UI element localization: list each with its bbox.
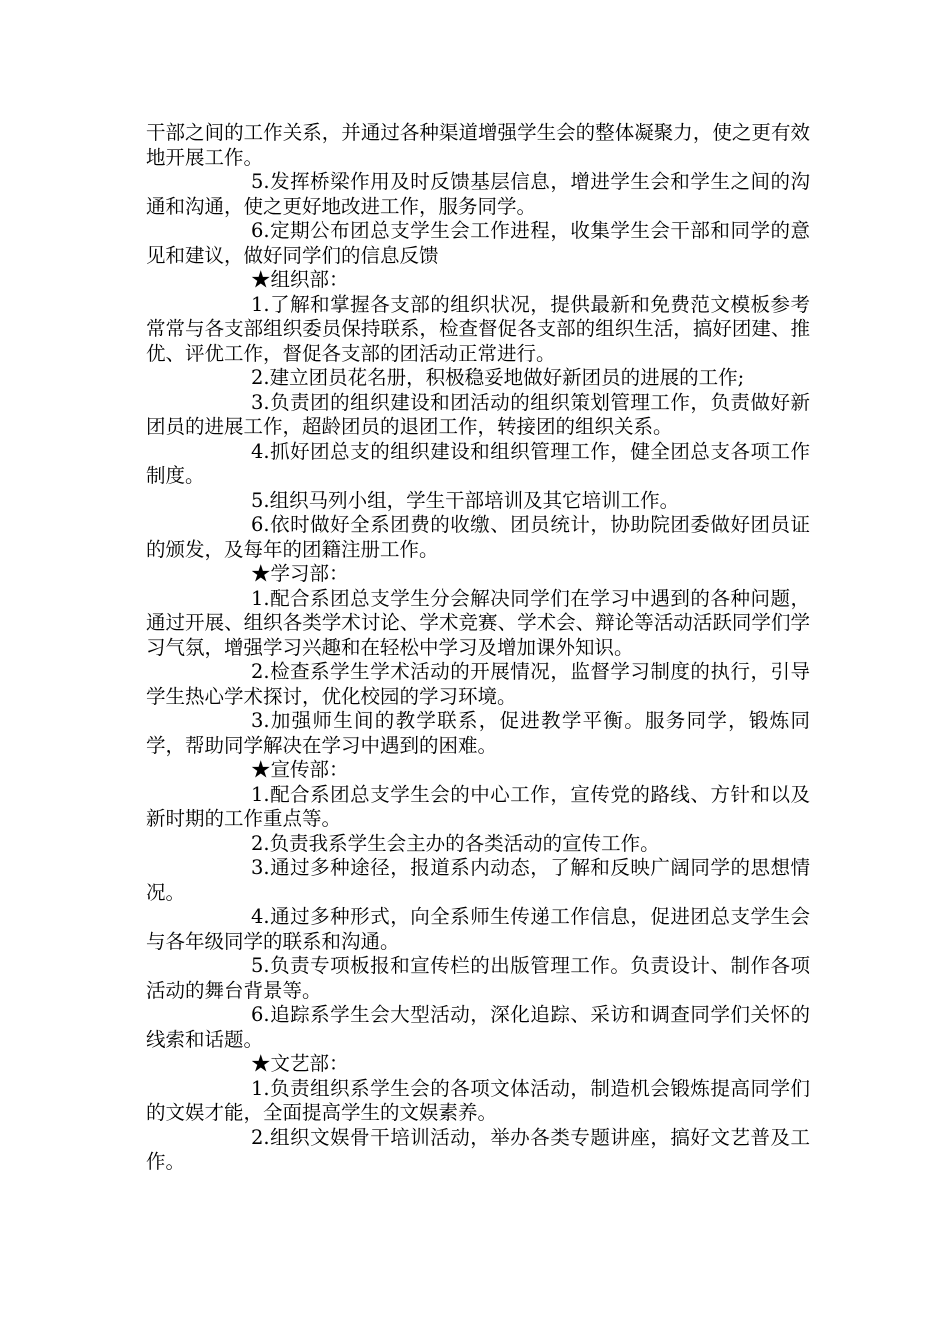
paragraph: 5.发挥桥梁作用及时反馈基层信息，增进学生会和学生之间的沟通和沟通，使之更好地改进工作，服务同学。 bbox=[146, 170, 810, 218]
section-heading-study: ★学习部： bbox=[251, 562, 349, 585]
paragraph: 干部之间的工作关系，并通过各种渠道增强学生会的整体凝聚力，使之更有效地开展工作。 bbox=[146, 121, 810, 169]
paragraph: 6.定期公布团总支学生会工作进程，收集学生会干部和同学的意见和建议，做好同学们的信息反馈 bbox=[146, 219, 810, 267]
paragraph: 6.依时做好全系团费的收缴、团员统计，协助院团委做好团员证的颁发，及每年的团籍注册工作。 bbox=[146, 513, 810, 561]
section-heading-organization: ★组织部： bbox=[251, 268, 349, 291]
paragraph: 1.负责组织系学生会的各项文体活动，制造机会锻炼提高同学们的文娱才能，全面提高学生的文娱素养。 bbox=[146, 1076, 810, 1124]
paragraph: 5.组织马列小组，学生干部培训及其它培训工作。 bbox=[251, 488, 680, 512]
paragraph: 4.通过多种形式，向全系师生传递工作信息，促进团总支学生会与各年级同学的联系和沟通。 bbox=[146, 905, 810, 953]
paragraph: 1.配合系团总支学生分会解决同学们在学习中遇到的各种问题，通过开展、组织各类学术讨论、学术竞赛、学术会、辩论等活动活跃同学们学习气氛，增强学习兴趣和在轻松中学习及增加课外知识。 bbox=[146, 586, 810, 659]
section-heading-arts: ★文艺部： bbox=[251, 1052, 349, 1075]
paragraph: 3.负责团的组织建设和团活动的组织策划管理工作，负责做好新团员的进展工作，超龄团员的退团工作，转接团的组织关系。 bbox=[146, 390, 810, 438]
paragraph: 1.配合系团总支学生会的中心工作，宣传党的路线、方针和以及新时期的工作重点等。 bbox=[146, 782, 810, 830]
paragraph: 1.了解和掌握各支部的组织状况，提供最新和免费范文模板参考 常常与各支部组织委员保持联系，检查督促各支部的组织生活，搞好团建、推优、评优工作，督促各支部的团活动正常进行。 bbox=[146, 292, 810, 365]
section-heading-publicity: ★宣传部： bbox=[251, 758, 349, 781]
paragraph: 4.抓好团总支的组织建设和组织管理工作，健全团总支各项工作制度。 bbox=[146, 439, 810, 487]
paragraph: 2.负责我系学生会主办的各类活动的宣传工作。 bbox=[251, 831, 660, 855]
paragraph: 3.加强师生间的教学联系，促进教学平衡。服务同学，锻炼同学，帮助同学解决在学习中遇到的困难。 bbox=[146, 709, 810, 757]
paragraph: 2.建立团员花名册，积极稳妥地做好新团员的进展的工作; bbox=[251, 366, 745, 389]
paragraph: 2.组织文娱骨干培训活动，举办各类专题讲座，搞好文艺普及工作。 bbox=[146, 1125, 810, 1173]
document-page bbox=[146, 121, 810, 1175]
paragraph: 6.追踪系学生会大型活动，深化追踪、采访和调查同学们关怀的线索和话题。 bbox=[146, 1003, 810, 1051]
paragraph: 5.负责专项板报和宣传栏的出版管理工作。负责设计、制作各项活动的舞台背景等。 bbox=[146, 954, 810, 1002]
paragraph: 2.检查系学生学术活动的开展情况，监督学习制度的执行，引导学生热心学术探讨，优化校园的学习环境。 bbox=[146, 660, 810, 708]
paragraph: 3.通过多种途径，报道系内动态，了解和反映广阔同学的思想情况。 bbox=[146, 856, 810, 904]
